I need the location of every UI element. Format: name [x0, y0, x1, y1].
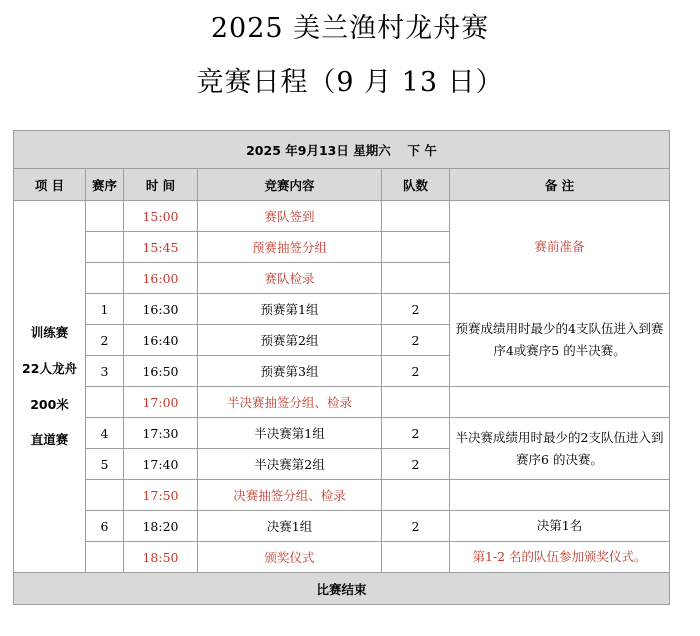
note-empty — [450, 387, 670, 418]
note-final: 决第1名 — [450, 511, 670, 542]
content-cell: 预赛第1组 — [198, 294, 382, 325]
order-cell — [86, 387, 124, 418]
content-cell: 决赛1组 — [198, 511, 382, 542]
time-cell: 15:00 — [124, 201, 198, 232]
teams-cell — [382, 542, 450, 573]
time-cell: 16:40 — [124, 325, 198, 356]
time-cell: 17:00 — [124, 387, 198, 418]
time-cell: 16:00 — [124, 263, 198, 294]
col-header-order: 赛序 — [86, 169, 124, 201]
col-header-project: 项 目 — [14, 169, 86, 201]
teams-cell: 2 — [382, 294, 450, 325]
teams-cell — [382, 232, 450, 263]
time-cell: 15:45 — [124, 232, 198, 263]
table-row — [14, 387, 670, 418]
date-header-row — [14, 131, 670, 169]
page-title: 2025 美兰渔村龙舟赛 — [210, 13, 490, 44]
end-text: 比赛结束 — [14, 573, 670, 605]
order-cell — [86, 263, 124, 294]
time-cell: 17:50 — [124, 480, 198, 511]
teams-cell: 2 — [382, 325, 450, 356]
table-row — [14, 511, 670, 542]
content-cell: 决赛抽签分组、检录 — [198, 480, 382, 511]
table-row — [14, 294, 670, 325]
teams-cell — [382, 263, 450, 294]
time-cell: 18:20 — [124, 511, 198, 542]
content-cell: 赛队检录 — [198, 263, 382, 294]
time-cell: 16:30 — [124, 294, 198, 325]
note-prep: 赛前准备 — [450, 201, 670, 294]
teams-cell: 2 — [382, 418, 450, 449]
teams-cell — [382, 480, 450, 511]
order-cell: 2 — [86, 325, 124, 356]
col-header-teams: 队数 — [382, 169, 450, 201]
order-cell — [86, 480, 124, 511]
col-header-notes: 备 注 — [450, 169, 670, 201]
column-header-row — [14, 169, 670, 201]
note-semi: 半决赛成绩用时最少的2支队伍进入到赛序6 的决赛。 — [450, 418, 670, 480]
content-cell: 赛队签到 — [198, 201, 382, 232]
order-cell — [86, 201, 124, 232]
order-cell: 5 — [86, 449, 124, 480]
order-cell — [86, 232, 124, 263]
order-cell: 4 — [86, 418, 124, 449]
time-cell: 17:40 — [124, 449, 198, 480]
content-cell: 半决赛第2组 — [198, 449, 382, 480]
teams-cell — [382, 387, 450, 418]
teams-cell — [382, 201, 450, 232]
table-row — [14, 542, 670, 573]
table-row — [14, 480, 670, 511]
order-cell — [86, 542, 124, 573]
time-cell: 16:50 — [124, 356, 198, 387]
project-cell — [14, 201, 86, 573]
time-cell: 18:50 — [124, 542, 198, 573]
col-header-time: 时 间 — [124, 169, 198, 201]
note-award: 第1-2 名的队伍参加颁奖仪式。 — [450, 542, 670, 573]
project-line: 直道赛 — [30, 432, 69, 448]
schedule-table — [13, 130, 670, 605]
page-subtitle: 竞赛日程（9 月 13 日） — [196, 67, 504, 98]
col-header-content: 竞赛内容 — [198, 169, 382, 201]
teams-cell: 2 — [382, 449, 450, 480]
time-cell: 17:30 — [124, 418, 198, 449]
note-empty — [450, 480, 670, 511]
content-cell: 预赛抽签分组 — [198, 232, 382, 263]
content-cell: 预赛第2组 — [198, 325, 382, 356]
table-row — [14, 418, 670, 449]
project-line: 200米 — [30, 396, 69, 412]
project-line: 训练赛 — [30, 325, 69, 341]
note-prelim: 预赛成绩用时最少的4支队伍进入到赛序4或赛序5 的半决赛。 — [450, 294, 670, 387]
teams-cell: 2 — [382, 511, 450, 542]
content-cell: 颁奖仪式 — [198, 542, 382, 573]
end-row — [14, 573, 670, 605]
content-cell: 预赛第3组 — [198, 356, 382, 387]
order-cell: 6 — [86, 511, 124, 542]
order-cell: 3 — [86, 356, 124, 387]
project-line: 22人龙舟 — [22, 360, 77, 376]
content-cell: 半决赛抽签分组、检录 — [198, 387, 382, 418]
date-header: 2025 年9月13日 星期六 下 午 — [14, 131, 670, 169]
teams-cell: 2 — [382, 356, 450, 387]
content-cell: 半决赛第1组 — [198, 418, 382, 449]
table-row — [14, 201, 670, 232]
order-cell: 1 — [86, 294, 124, 325]
